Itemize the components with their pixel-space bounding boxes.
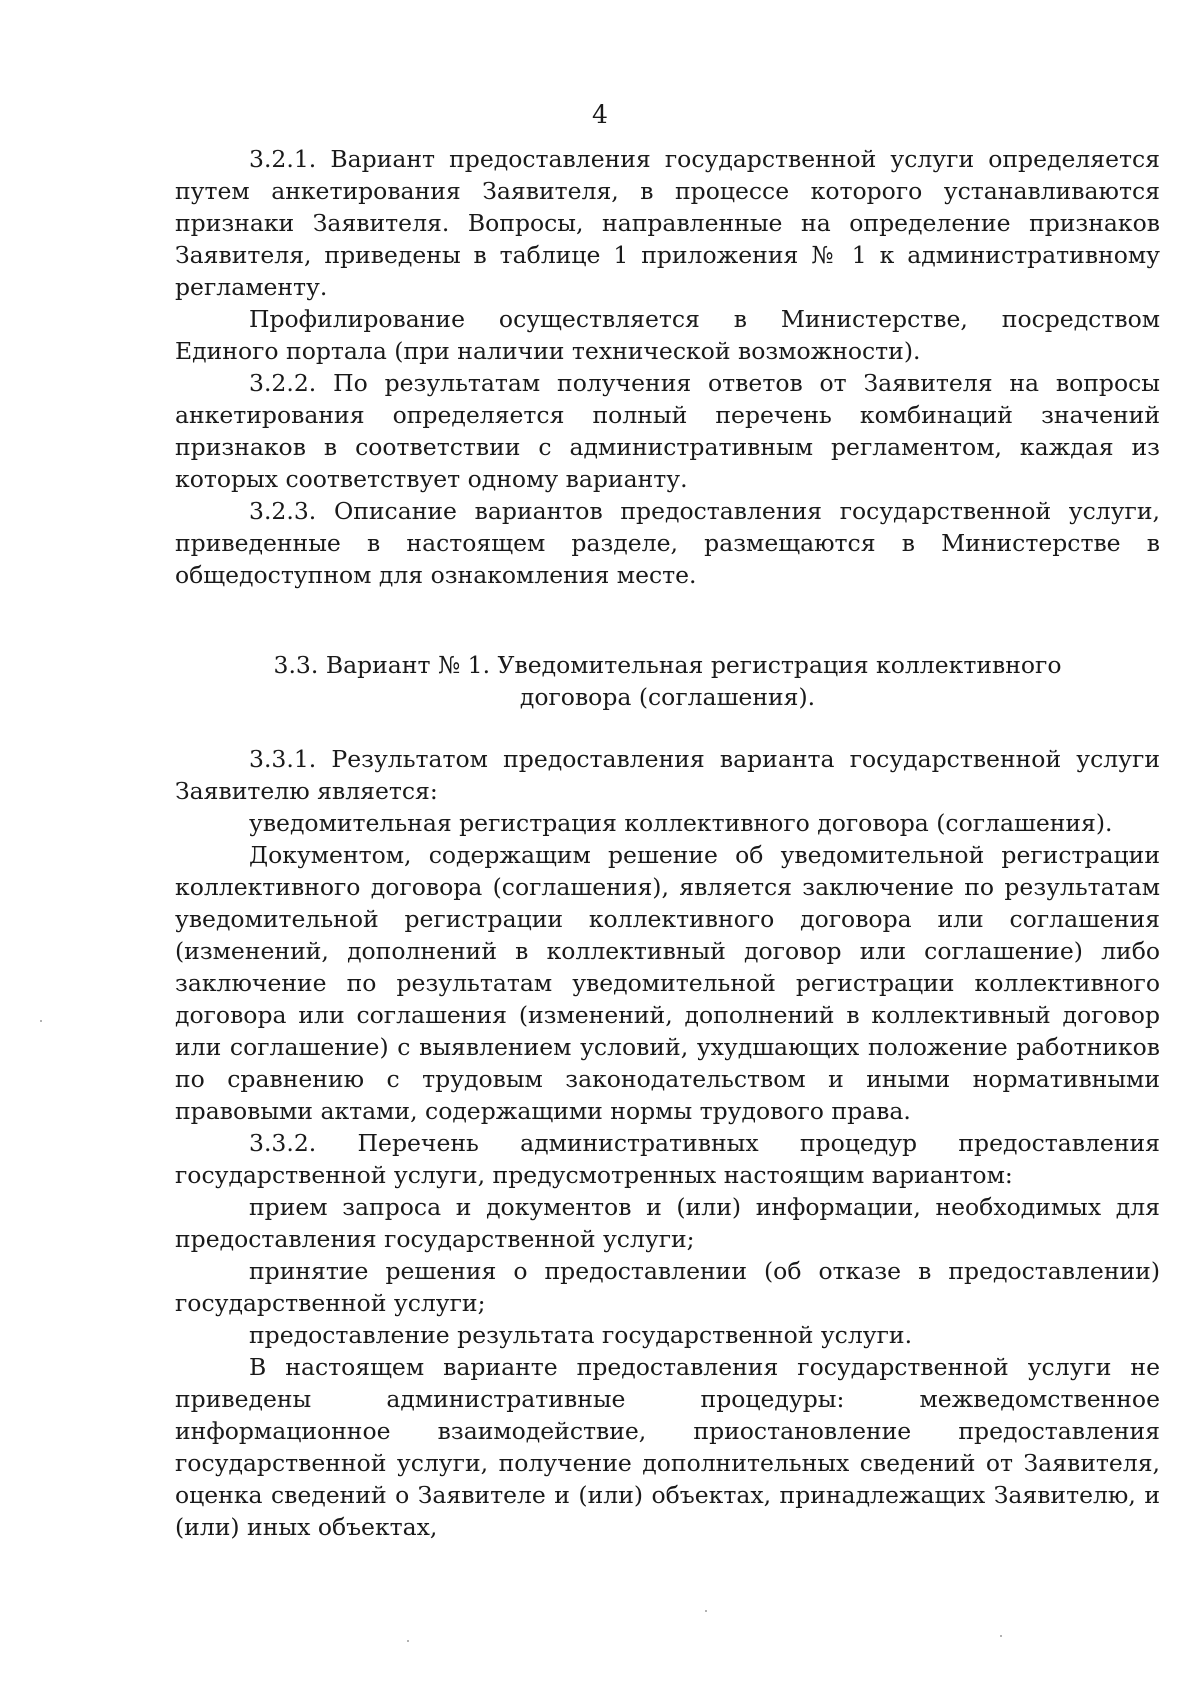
document-body xyxy=(175,143,1160,1543)
paragraph-procedure-3: предоставление результата государственной услуги. xyxy=(249,1321,913,1349)
scan-speck xyxy=(407,1640,409,1642)
section-heading-3-3: 3.3. Вариант № 1. Уведомительная регистрация коллективного договора (соглашения). xyxy=(273,651,1062,711)
paragraph-3-2-1: 3.2.1. Вариант предоставления государственной услуги определяется путем анкетирования Заявителя, в процессе которого устанавливаются признаки Заявителя. Вопросы, направленные на определение признаков Заявителя, приведены в таблице 1 приложения № 1 к административному регламенту. xyxy=(175,145,1160,301)
paragraph-profiling: Профилирование осуществляется в Министерстве, посредством Единого портала (при наличии технической возможности). xyxy=(175,305,1160,365)
scan-speck xyxy=(705,1610,707,1612)
paragraph-3-3-2: 3.3.2. Перечень административных процедур предоставления государственной услуги, предусмотренных настоящим вариантом: xyxy=(175,1129,1160,1189)
scan-speck xyxy=(40,1020,42,1022)
paragraph-decision-document: Документом, содержащим решение об уведомительной регистрации коллективного договора (соглашения), является заключение по результатам уведомительной регистрации коллективного договора или соглашения (изменений, дополнений в коллективный договор или соглашение) либо заключение по результатам уведомительной регистрации коллективного договора или соглашения (изменений, дополнений в коллективный договор или соглашение) с выявлением условий, ухудшающих положение работников по сравнению с трудовым законодательством и иными нормативными правовыми актами, содержащими нормы трудового права. xyxy=(175,841,1160,1125)
page-number: 4 xyxy=(592,100,608,129)
paragraph-result: уведомительная регистрация коллективного договора (соглашения). xyxy=(249,809,1113,837)
paragraph-not-included: В настоящем варианте предоставления государственной услуги не приведены административные процедуры: межведомственное информационное взаимодействие, приостановление предоставления государственной услуги, получение дополнительных сведений от Заявителя, оценка сведений о Заявителе и (или) объектах, принадлежащих Заявителю, и (или) иных объектах, xyxy=(175,1353,1160,1541)
paragraph-3-3-1: 3.3.1. Результатом предоставления варианта государственной услуги Заявителю является: xyxy=(175,745,1160,805)
paragraph-procedure-2: принятие решения о предоставлении (об отказе в предоставлении) государственной услуги; xyxy=(175,1257,1160,1317)
scan-speck xyxy=(1000,1635,1002,1637)
paragraph-3-2-2: 3.2.2. По результатам получения ответов от Заявителя на вопросы анкетирования определяется полный перечень комбинаций значений признаков в соответствии с административным регламентом, каждая из которых соответствует одному варианту. xyxy=(175,369,1160,493)
paragraph-procedure-1: прием запроса и документов и (или) информации, необходимых для предоставления государственной услуги; xyxy=(175,1193,1160,1253)
paragraph-3-2-3: 3.2.3. Описание вариантов предоставления государственной услуги, приведенные в настоящем разделе, размещаются в Министерстве в общедоступном для ознакомления месте. xyxy=(175,497,1160,589)
